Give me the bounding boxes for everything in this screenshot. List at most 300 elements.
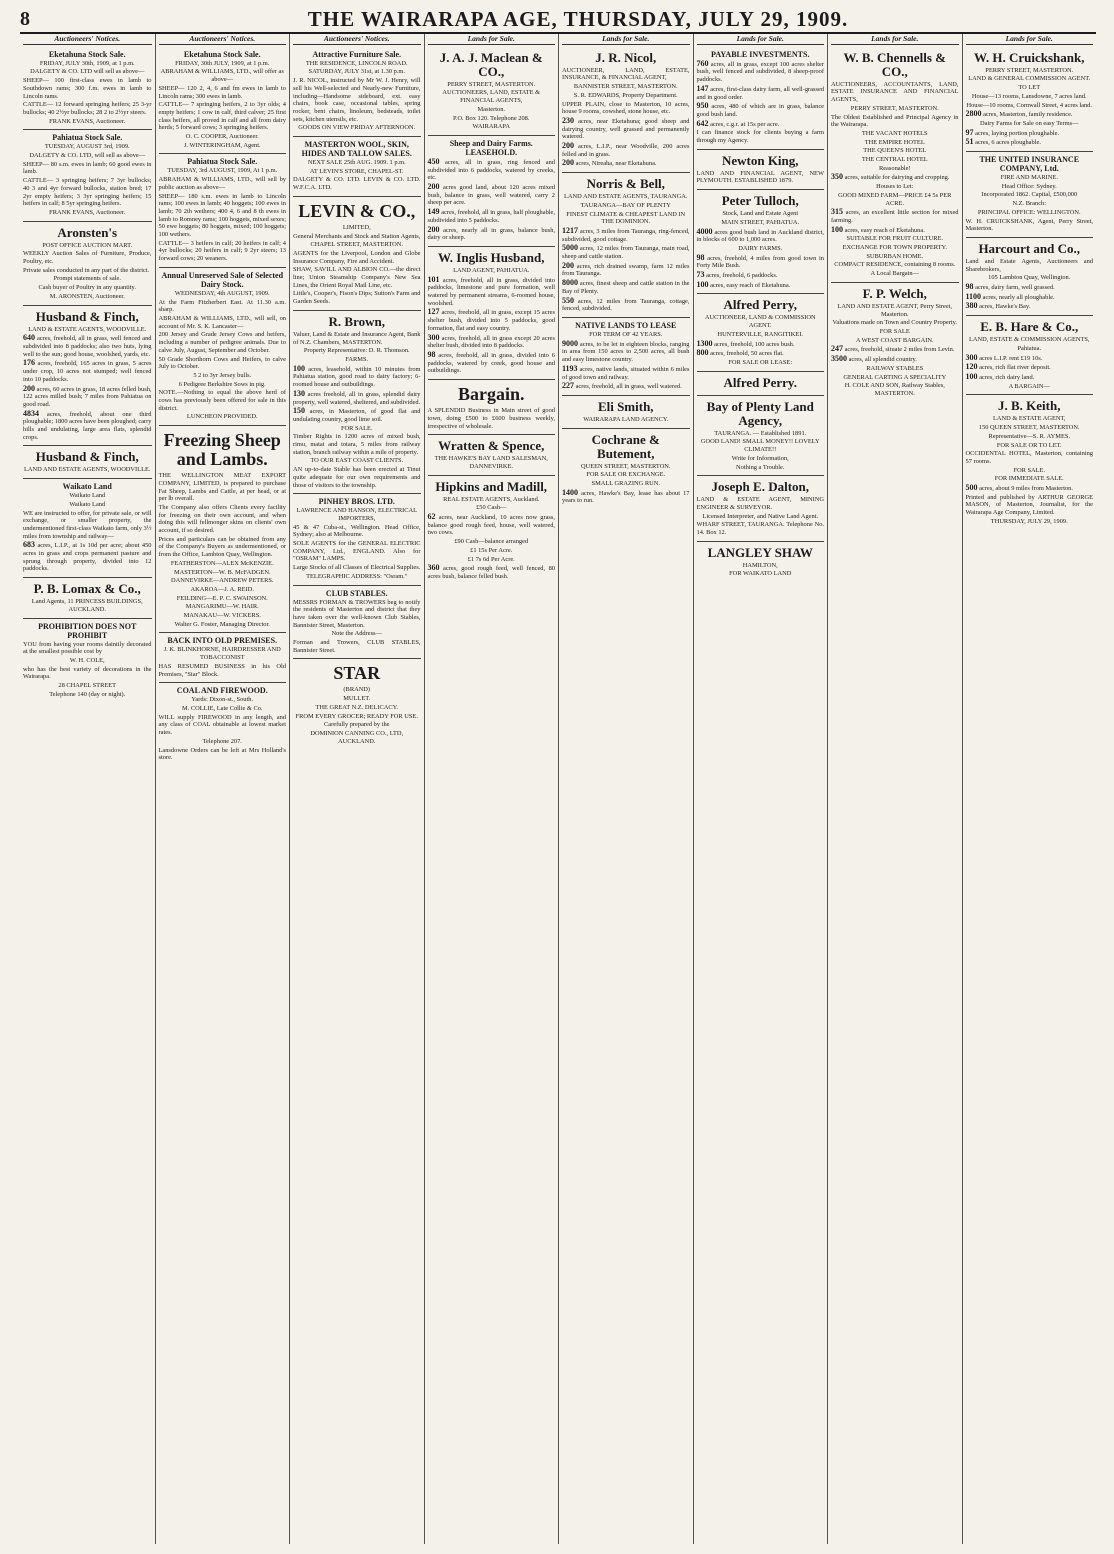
ad-text-line: CATTLE— 3 springing heifers; 7 3yr bullocks; 40 3 and 4yr forward bullocks, station bred; 17 2yr empty heifers; 3 3yr springing heifers; 15 heifers in calf; 8 5yr springing heifers. <box>23 177 152 208</box>
advertisement <box>697 476 825 542</box>
ad-text-line: Valuer, Land & Estate and Insurance Agent, Bank of N.Z. Chambers, MASTERTON. <box>293 330 421 346</box>
ad-text-line: SOLE AGENTS for the GENERAL ELECTRIC COMPANY, Ltd., ENGLAND. Also for "OSRAM" LAMPS. <box>293 540 421 563</box>
advertisement <box>562 47 690 173</box>
ad-heading: CLUB STABLES. <box>325 588 388 598</box>
ad-text-line: CATTLE— 7 springing heifers, 2 to 3yr olds; 4 empty heifers; 1 cow in calf, third calver; 25 first class heifers, all proved in calf and all from dairy herds; 5 forward cows; 3 springing heifers. <box>158 101 286 132</box>
ad-text-line: WHARF STREET, TAURANGA. Telephone No. 14. Box 12. <box>696 521 824 537</box>
ad-text-line: THE EMPIRE HOTEL <box>864 138 925 146</box>
ad-heading: Attractive Furniture Sale. <box>312 49 401 59</box>
acreage-figure: 247 <box>831 344 843 354</box>
ad-text-line: Lansdowne Orders can be left at Mrs Holland's store. <box>158 746 286 762</box>
ad-text-line: 130 acres freehold, all in grass, splendid dairy property, well watered, sheltered, and subdivided. <box>293 388 421 406</box>
ad-text-line: LAND & GENERAL COMMISSION AGENT. <box>968 75 1091 83</box>
advertisement <box>428 435 556 475</box>
advertisement <box>428 380 556 435</box>
ad-text-line: A BARGAIN— <box>1008 382 1050 390</box>
ad-text-line: THE CENTRAL HOTEL <box>861 156 928 164</box>
ad-text-line: P.O. Box 120. Telephone 208. <box>453 114 530 122</box>
ad-text-line: Printed and published by ARTHUR GEORGE MASON, of Masterton, Journalist, for the Wairarapa Age Company, Limited. <box>965 493 1093 517</box>
acreage-figure: 100 <box>831 224 843 234</box>
ad-text-line: 45 & 47 Cuba-st., Wellington. Head Office, Sydney; also at Melbourne. <box>293 523 421 539</box>
ad-text-line: who has the best variety of decorations in the Wairarapa. <box>23 665 152 681</box>
ad-heading: MASTERTON WOOL, SKIN, HIDES AND TALLOW SALES. <box>301 140 412 159</box>
ad-text-line: Incorporated 1862. Capital, £500,000 <box>981 191 1078 199</box>
ad-text-line: FROM EVERY GROCER; READY FOR USE. <box>295 712 418 720</box>
advertisement <box>697 372 825 396</box>
ad-text-line: THE GREAT N.Z. DELICACY. <box>315 703 398 711</box>
ad-text-line: W. H. COLE, <box>69 656 105 664</box>
ad-text-line: Valuations made on Town and Country Property. <box>832 319 957 327</box>
ad-text-line: Carefully prepared by the <box>324 721 390 729</box>
acreage-figure: 150 <box>293 406 305 416</box>
advertisement <box>562 173 690 318</box>
ad-heading: THE UNITED INSURANCE COMPANY, Ltd. <box>979 155 1080 174</box>
ad-text-line: Stock, Land and Estate Agent <box>722 210 799 218</box>
ad-text-line: A Local Bargain— <box>870 270 919 278</box>
ad-text-line: Head Office: Sydney. <box>1001 182 1057 190</box>
ad-heading: J. R. Nicol, <box>595 49 657 65</box>
ad-text-line: A WEST COAST BARGAIN. <box>855 336 934 344</box>
ad-text-line: 1193 acres, native lands, situated within 6 miles of good town and railway. <box>562 363 690 381</box>
ad-text-line: Representative—S. R. AYMES. <box>988 432 1071 440</box>
ad-heading: F. P. Welch, <box>862 285 927 301</box>
ad-text-line: SHEEP— 80 s.m. ewes in lamb; 60 good ewes in lamb. <box>23 160 152 176</box>
column-header: Auctioneers' Notices. <box>293 34 421 45</box>
ad-text-line: £1 7s 6d Per Acre. <box>467 555 515 563</box>
ad-text-line: 1300 acres, freehold, 100 acres bush. <box>696 338 795 348</box>
ad-text-line: SUBURBAN HOME. <box>866 252 924 260</box>
acreage-figure: 642 <box>696 118 709 128</box>
advertisement <box>428 47 556 136</box>
acreage-figure: 130 <box>293 388 305 398</box>
ad-text-line: Yards: Dixon-st., South. <box>191 696 254 704</box>
acreage-figure: 1400 <box>562 487 578 497</box>
advertisement <box>293 494 421 585</box>
acreage-figure: 640 <box>23 333 35 343</box>
acreage-figure: 760 <box>696 58 709 68</box>
ad-text-line: 380 acres, Hawke's Bay. <box>965 301 1031 311</box>
column-3 <box>289 34 424 1544</box>
ad-text-line: FRIDAY, JULY 30th, 1909, at 1 p.m. <box>39 59 135 67</box>
ad-text-line: 5 2 to 3yr Jersey bulls. <box>193 371 252 379</box>
acreage-figure: 230 <box>562 115 574 125</box>
ad-text-line: MANAKAU—W. VICKERS. <box>183 612 261 620</box>
ad-text-line: NEXT SALE 25th AUG. 1909. 1 p.m. <box>307 159 406 167</box>
acreage-figure: 4834 <box>23 408 39 418</box>
ad-text-line: FOR SALE OR TO LET. <box>996 441 1062 449</box>
advertisement <box>159 268 287 426</box>
ad-text-line: QUEEN STREET, MASTERTON. <box>580 462 671 470</box>
ad-text-line: MESSRS FORMAN & TROWERS beg to notify the residents of Masterton and district that they have taken over the well-known Club Stables, Bannister Street, Masterton. <box>293 598 421 629</box>
column-header: Auctioneers' Notices. <box>159 34 287 45</box>
acreage-figure: 800 <box>696 348 709 358</box>
ad-heading: STAR <box>333 663 381 684</box>
ad-text-line: Telephone 207. <box>202 737 242 745</box>
advertisement <box>23 578 152 618</box>
ad-heading: Wratten & Spence, <box>438 438 545 454</box>
acreage-figure: 176 <box>23 358 35 368</box>
ad-text-line: LAND AND ESTATE AGENTS, TAURANGA. <box>564 193 688 201</box>
advertisement <box>697 190 825 294</box>
ad-text-line: 683 acres, L.I.P., at 1s 10d per acre; about 450 acres in grass and crops permanent pasture and sprung through property, divided into 12 paddocks. <box>23 540 152 573</box>
advertisement <box>697 47 825 150</box>
ad-heading: E. B. Hare & Co., <box>980 319 1079 335</box>
ad-text-line: FRIDAY, 30th JULY, 1909, at 1 p.m. <box>175 59 270 67</box>
ad-text-line: SMALL GRAZING RUN. <box>591 480 660 488</box>
acreage-figure: 1193 <box>562 363 578 373</box>
column-1 <box>20 34 155 1544</box>
ad-text-line: H. COLE AND SON, Railway Stables, MASTERTON. <box>844 382 945 397</box>
column-header: Auctioneers' Notices. <box>23 34 152 45</box>
ad-text-line: Forman and Trowers, CLUB STABLES, Bannister Street. <box>293 639 421 654</box>
ad-text-line: FARMS. <box>345 355 369 363</box>
ad-text-line: Land Agents, 11 PRINCESS BUILDINGS, AUCKLAND. <box>31 598 143 613</box>
ad-text-line: 176 acres, freehold, 165 acres in grass, 5 acres under crop, 10 acres not stumped; well fenced into 10 paddocks. <box>23 358 152 383</box>
acreage-figure: 300 <box>965 352 978 362</box>
ad-text-line: M. COLLIE, Late Collie & Co. <box>181 705 263 712</box>
ad-heading: Alfred Perry, <box>723 297 797 313</box>
ad-heading: PROHIBITION DOES NOT PROHIBIT <box>38 621 137 640</box>
advertisement <box>697 396 825 477</box>
column-header: Lands for Sale. <box>966 34 1094 45</box>
acreage-figure: 98 <box>427 349 436 359</box>
ad-text-line: RAILWAY STABLES <box>866 364 924 372</box>
ad-text-line: A SPLENDID Business in Main street of good town, doing £500 to £600 business weekly, irrespective of wholesale. <box>427 407 555 430</box>
ad-text-line: 300 acres L.I.P. rent £19 10s. <box>965 352 1043 362</box>
ad-text-line: REAL ESTATE AGENTS, Auckland. <box>443 495 540 503</box>
ad-text-line: Pahiatua. <box>1017 344 1042 352</box>
ad-heading: R. Brown, <box>328 313 385 329</box>
ad-heading: BACK INTO OLD PREMISES. <box>167 636 278 646</box>
advertisement <box>23 47 152 131</box>
ad-heading: Eketahuna Stock Sale. <box>183 49 261 59</box>
ad-text-line: PERRY STREET, MASTERTON. <box>850 104 939 112</box>
ad-text-line: AN up-to-date Stable has been erected at Tinui quite adequate for our own requirements and those of visitors to the township. <box>293 466 421 489</box>
ad-text-line: EXCHANGE FOR TOWN PROPERTY. <box>842 244 947 252</box>
ad-text-line: 150 acres, in Masterton, of good flat and undulating country, good lime soil. <box>293 406 421 423</box>
ad-heading: PINHEY BROS. LTD. <box>318 497 395 507</box>
ad-text-line: Waikato Land <box>69 492 106 500</box>
advertisement <box>966 152 1094 238</box>
ad-text-line: 200 acres, rich drained swamp, farm 12 miles from Tauranga. <box>562 260 690 278</box>
ad-heading: Pahiatua Stock Sale. <box>52 133 123 143</box>
ad-text-line: 1100 acres, nearly all ploughable. <box>965 291 1055 301</box>
ad-text-line: 950 acres, 480 of which are in grass, balance good bush land. <box>696 101 824 118</box>
ad-text-line: MANGARIMU—W. HAIR. <box>185 603 259 611</box>
ad-text-line: ABRAHAM & WILLIAMS, LTD., will sell by public auction as above— <box>158 176 286 191</box>
ad-text-line: 51 acres, 6 acres ploughable. <box>965 137 1041 147</box>
ad-heading: Alfred Perry. <box>723 374 797 390</box>
ad-text-line: SATURDAY, JULY 31st, at 1.30 p.m. <box>308 68 405 76</box>
column-6 <box>693 34 828 1544</box>
ad-text-line: 247 acres, freehold, situate 2 miles from Levin. <box>831 344 955 354</box>
acreage-figure: 9000 <box>562 338 578 348</box>
ad-text-line: AKAROA—J. A. REID. <box>190 585 254 593</box>
ad-text-line: Masterton. <box>477 105 505 113</box>
ad-text-line: 800 acres, freehold, 50 acres flat. <box>696 348 784 358</box>
ad-text-line: WAIRARAPA LAND AGENCY. <box>583 415 669 423</box>
acreage-figure: 1217 <box>562 225 578 235</box>
ad-text-line: Telephone 140 (day or night). <box>49 690 126 698</box>
acreage-figure: 98 <box>696 252 705 262</box>
acreage-figure: 200 <box>427 224 440 234</box>
ad-text-line: 98 acres, freehold, all in grass, divided into 6 paddocks, watered by creek, good house and outbuildings. <box>427 349 555 375</box>
ad-heading: Peter Tulloch, <box>721 193 799 209</box>
ad-text-line: CATTLE— 3 heifers in calf; 20 heifers in calf; 4 4yr bullocks; 20 heifers in calf; 9 2yr steers; 13 forward cows; 20 weaners. <box>158 239 286 263</box>
acreage-figure: 3500 <box>831 354 847 364</box>
ad-heading: Joseph E. Dalton, <box>711 479 810 495</box>
ad-text-line: SUITABLE FOR FRUIT CULTURE. <box>846 235 943 243</box>
ad-text-line: 227 acres, freehold, all in grass, well watered. <box>562 381 682 391</box>
ad-text-line: TO OUR EAST COAST CLIENTS. <box>310 457 404 465</box>
acreage-figure: 147 <box>696 83 709 93</box>
ad-text-line: TO LET <box>1018 84 1041 92</box>
ad-heading: Harcourt and Co., <box>978 240 1081 256</box>
ad-text-line: 550 acres, 12 miles from Tauranga, cottage, fenced, subdivided. <box>562 295 690 313</box>
column-7 <box>827 34 962 1544</box>
ad-text-line: AT LEVIN'S STORE, CHAPEL-ST. <box>309 167 404 175</box>
column-2 <box>155 34 290 1544</box>
ad-heading: J. B. Keith, <box>998 398 1061 414</box>
ad-heading: Newton King, <box>721 152 799 168</box>
ad-text-line: 8000 acres, finest sheep and cattle station in the Bay of Plenty. <box>562 278 690 295</box>
ad-text-line: OCCIDENTAL HOTEL, Masterton, containing 57 rooms. <box>965 450 1093 465</box>
ad-heading: Husband & Finch, <box>35 308 139 324</box>
ad-text-line: 98 acres, dairy farm, well grassed. <box>965 282 1055 292</box>
ad-text-line: MAIN STREET, PAHIATUA. <box>721 218 800 226</box>
ad-text-line: FOR SALE. <box>340 424 373 432</box>
ad-text-line: S. R. EDWARDS, Property Department. <box>573 91 678 99</box>
ad-text-line: DOMINION CANNING CO., LTD, AUCKLAND. <box>310 730 404 745</box>
ad-text-line: AUCTIONEERS, ACCOUNTANTS, LAND, ESTATE INSURANCE AND FINANCIAL AGENTS, <box>831 80 959 104</box>
ad-text-line: FIRE AND MARINE. <box>1000 174 1058 182</box>
acreage-figure: 200 <box>427 182 440 192</box>
ad-text-line: THE RESIDENCE, LINCOLN ROAD. <box>305 59 408 67</box>
acreage-figure: 315 <box>831 207 843 217</box>
ad-text-line: DAIRY FARMS. <box>738 244 783 252</box>
acreage-figure: 149 <box>427 207 440 217</box>
acreage-figure: 1100 <box>965 291 982 301</box>
acreage-figure: 500 <box>965 483 978 493</box>
column-4 <box>424 34 559 1544</box>
advertisement <box>562 429 690 510</box>
acreage-figure: 200 <box>23 383 35 393</box>
ad-heading: Bargain. <box>457 384 525 405</box>
ad-text-line: The Oldest Established and Principal Agency in the Wairarapa. <box>831 113 959 129</box>
ad-heading: PAYABLE INVESTMENTS. <box>711 49 810 59</box>
ad-text-line: Waikato Land <box>69 500 106 508</box>
ad-text-line: LAND & ESTATE AGENTS, WOODVILLE. <box>28 325 147 333</box>
ad-text-line: GENERAL CARTING A SPECIALITY <box>843 373 947 381</box>
ad-text-line: MASTERTON—W. B. McFADGEN. <box>173 568 271 576</box>
ad-text-line: 62 acres, near Auckland, 10 acres now grass, balance good rough feed, house, well watered, two cows. <box>427 512 555 537</box>
acreage-figure: 51 <box>965 137 974 147</box>
advertisement <box>159 426 287 633</box>
advertisement <box>562 396 690 429</box>
advertisement <box>23 306 152 447</box>
ad-text-line: TUESDAY, 3rd AUGUST, 1909, At 1 p.m. <box>167 167 278 175</box>
ad-text-line: Little's, Cooper's, Fison's Dips; Sutton's Farm and Garden Seeds. <box>293 290 421 306</box>
ad-text-line: PRINCIPAL OFFICE: WELLINGTON. <box>977 208 1081 216</box>
columns-container <box>20 34 1096 1544</box>
acreage-figure: 100 <box>696 279 709 289</box>
advertisement <box>831 47 959 283</box>
ad-text-line: General Merchants and Stock and Station Agents, <box>293 232 421 240</box>
advertisement <box>966 395 1094 529</box>
acreage-figure: 8000 <box>562 278 578 288</box>
advertisement <box>159 633 287 683</box>
ad-heading: W. Inglis Husband, <box>438 249 545 265</box>
ad-heading: Bay of Plenty Land Agency, <box>706 398 814 428</box>
ad-text-line: THE WELLINGTON MEAT EXPORT COMPANY, LIMITED, is prepared to purchase Fat Sheep, Lambs and Cattle, at per head, or at per lb overall. <box>158 472 286 503</box>
page-number: 8 <box>20 7 30 30</box>
ad-text-line: LUNCHEON PROVIDED. <box>186 413 258 421</box>
ad-text-line: FOR TERM OF 42 YEARS. <box>589 330 663 338</box>
ad-text-line: HUNTERVILLE, RANGITIKEI. <box>717 330 804 338</box>
ad-text-line: O. C. COOPER, Auctioneer. <box>185 133 259 141</box>
advertisement <box>428 247 556 380</box>
ad-text-line: GOOD LAND! SMALL MONEY!! LOVELY CLIMATE!! <box>700 438 820 454</box>
ad-text-line: FRANK EVANS, Auctioneer. <box>49 208 126 216</box>
ad-text-line: LAND & ESTATE AGENT, MINING ENGINEER & SURVEYOR. <box>696 496 824 511</box>
ad-text-line: £50 Cash— <box>476 504 507 512</box>
ad-text-line: THE QUEEN'S HOTEL <box>863 147 927 155</box>
ad-text-line: LAND AND FINANCIAL AGENT, NEW PLYMOUTH. ESTABLISHED 1879. <box>696 169 824 185</box>
ad-text-line: DALGETY & CO. LTD will sell as above— <box>30 68 145 76</box>
advertisement <box>23 479 152 578</box>
acreage-figure: 350 <box>831 172 843 182</box>
ad-text-line: MULLET. <box>343 695 371 703</box>
ad-text-line: DALGETY & CO. LTD. LEVIN & CO. LTD. W.F.C.A. LTD. <box>293 176 421 192</box>
acreage-figure: 127 <box>427 307 440 317</box>
advertisement <box>428 476 556 585</box>
ad-text-line: J. K. BLINKHORNE, HAIRDRESSER AND TOBACCONIST <box>163 646 281 662</box>
ad-text-line: DANNEVIRKE—ANDREW PETERS. <box>171 577 274 585</box>
ad-text-line: 200 acres, L.I.P., near Woodville, 200 acres felled and in grass. <box>562 141 690 158</box>
ad-heading: Freezing Sheep and Lambs. <box>163 430 281 470</box>
ad-text-line: WEEKLY Auction Sales of Furniture, Produce, Poultry, etc. <box>23 250 152 266</box>
ad-text-line: POST OFFICE AUCTION MART. <box>42 241 133 249</box>
ad-text-line: 100 acres, rich dairy land. <box>965 371 1035 381</box>
ad-text-line: WAIRARAPA <box>472 123 510 131</box>
ad-text-line: TUESDAY, AUGUST 3rd, 1909. <box>44 143 130 151</box>
ad-heading: Husband & Finch, <box>35 449 139 465</box>
ad-heading: LANGLEY SHAW <box>707 544 813 560</box>
ad-heading: Aronsten's <box>57 224 118 240</box>
ad-text-line: FOR SALE <box>879 327 910 335</box>
ad-heading: P. B. Lomax & Co., <box>33 581 141 597</box>
ad-text-line: Cash buyer of Poultry in any quantity. <box>38 284 136 292</box>
ad-text-line: GOOD MIXED FARM—PRICE £4 5s PER ACRE. <box>838 191 952 207</box>
advertisement <box>697 150 825 190</box>
ad-text-line: TAURANGA. — Established 1891. <box>714 429 807 437</box>
ad-text-line: Timber Rights in 1200 acres of mixed bush, rimu, matai and totara, 5 miles from railway station, branch railway within a mile of property. <box>293 433 421 456</box>
ad-text-line: 100 acres, leasehold, within 10 minutes from Pahiatua station, good road to dairy factory; 6-roomed house and outbuildings. <box>293 363 421 389</box>
ad-text-line: TAURANGA—BAY OF PLENTY <box>580 201 671 209</box>
ad-text-line: Dairy Farms for Sale on easy Terms— <box>980 119 1079 127</box>
ad-text-line: FOR IMMEDIATE SALE. <box>994 475 1064 483</box>
advertisement <box>23 222 152 306</box>
advertisement <box>293 311 421 494</box>
ad-text-line: Nothing a Trouble. <box>736 463 785 471</box>
ad-text-line: LAND & ESTATE AGENT, <box>993 415 1066 423</box>
ad-text-line: UPPER PLAIN, close to Masterton, 10 acres, house 9 rooms, cowshed, stone house, etc. <box>562 100 690 116</box>
ad-text-line: AUCTIONEER, LAND, ESTATE, INSURANCE, & FINANCIAL AGENT, <box>562 66 690 82</box>
advertisement <box>831 283 959 402</box>
ad-text-line: 200 acres, nearly all in grass, balance bush, dairy or sheep. <box>427 224 555 242</box>
ad-text-line: J. WINTERINGHAM, Agent. <box>183 141 261 149</box>
ad-text-line: ABRAHAM & WILLIAMS, LTD., will offer as above— <box>160 68 284 84</box>
ad-text-line: LAND AND ESTATE AGENTS, WOODVILLE. <box>24 466 151 474</box>
ad-text-line: 350 acres, suitable for dairying and cropping. <box>831 172 950 182</box>
ad-text-line: 4834 acres, freehold, about one third ploughable; 1800 acres have been ploughed; carry hills and undulating, large area flats, splendid crops. <box>23 408 152 441</box>
ad-text-line: Walter G. Foster, Managing Director. <box>174 620 270 628</box>
advertisement <box>159 683 287 766</box>
ad-text-line: LAWRENCE AND HANSON, ELECTRICAL IMPORTERS, <box>296 507 418 522</box>
ad-text-line: 315 acres, an excellent little section for mixed farming. <box>831 207 959 224</box>
ad-text-line: AUCTIONEER, LAND & COMMISSION AGENT. <box>704 314 816 330</box>
ad-text-line: 1400 acres, Hawke's Bay, lease has about 17 years to run. <box>562 487 690 505</box>
ad-text-line: THE HAWKE'S BAY LAND SALESMAN, DANNEVIRKE. <box>434 455 548 470</box>
ad-text-line: M. ARONSTEN, Auctioneer. <box>49 292 125 300</box>
acreage-figure: 100 <box>293 363 305 373</box>
advertisement <box>697 542 825 582</box>
column-header: Lands for Sale. <box>831 34 959 45</box>
acreage-figure: 4000 <box>696 226 713 236</box>
ad-text-line: Houses to Let: <box>876 183 914 191</box>
ad-text-line: 450 acres, all in grass, ring fenced and subdivided into 6 paddocks, watered by creeks, etc. <box>427 156 555 182</box>
advertisement <box>293 47 421 137</box>
ad-text-line: 300 acres, freehold, all in grass except 20 acres shelter bush, divided into 8 paddocks. <box>427 332 555 350</box>
ad-text-line: PERRY STREET, MASTERTON. <box>447 80 536 88</box>
ad-text-line: HAS RESUMED BUSINESS in his Old Premises, "Star" Block. <box>158 662 286 678</box>
ad-text-line: 1217 acres, 3 miles from Tauranga, ring-fenced, subdivided, good cottage. <box>562 225 690 243</box>
ad-text-line: 2800 acres, Masterton, family residence. <box>965 109 1073 119</box>
ad-text-line: 9000 acres, to be let in eighteen blocks, ranging in area from 150 acres to 2,500 acres, all bush and easy limestone country. <box>562 338 690 364</box>
ad-text-line: FOR SALE OR EXCHANGE. <box>586 471 666 479</box>
ad-text-line: W. H. CRUICKSHANK, Agent, Perry Street, Masterton. <box>965 217 1093 233</box>
ad-heading: LEVIN & CO., <box>298 200 416 221</box>
ad-text-line: 101 acres, freehold, all in grass, divided into paddocks, limestone and pure formation, well watered by permanent streams, 6-roomed house, woolshed. <box>427 274 555 307</box>
acreage-figure: 2800 <box>965 109 982 119</box>
acreage-figure: 450 <box>427 156 440 166</box>
ad-heading: Cochrane & Butement, <box>591 431 660 461</box>
ad-text-line: N.Z. Branch: <box>1012 200 1047 208</box>
ad-text-line: BANNISTER STREET, MASTERTON. <box>573 83 678 91</box>
ad-text-line: FRANK EVANS, Auctioneer. <box>49 117 126 125</box>
ad-text-line: WEDNESDAY, 4th AUGUST, 1909. <box>174 289 270 297</box>
ad-text-line: HAMILTON, <box>742 561 778 569</box>
ad-heading: Hipkins and Madill, <box>435 478 548 494</box>
ad-text-line: Prompt statements of sale. <box>53 275 121 283</box>
ad-heading: W. B. Chennells & CO., <box>843 49 946 79</box>
ad-text-line: 200 acres, 60 acres in grass, 18 acres felled bush, 122 acres milled bush; 7 miles from Pahiatua on good road. <box>23 383 152 408</box>
ad-text-line: AGENTS for the Liverpool, London and Globe Insurance Company, Fire and Accident. <box>293 249 421 265</box>
ad-text-line: CHAPEL STREET, MASTERTON. <box>310 241 404 249</box>
advertisement <box>293 137 421 197</box>
ad-text-line: Property Representative: D. R. Thomson. <box>303 347 410 355</box>
ad-text-line: THE VACANT HOTELS <box>861 129 928 137</box>
ad-text-line: 150 QUEEN STREET, MASTERTON. <box>978 424 1080 432</box>
ad-text-line: SHAW, SAVILL AND ALBION CO.—the direct line; Union Steamship Company's New Sea Lines, the Orient Royal Mail Line, etc. <box>293 266 421 289</box>
acreage-figure: 200 <box>562 158 574 168</box>
ad-heading: COAL AND FIREWOOD. <box>176 686 268 696</box>
ad-text-line: Reasonable! <box>878 164 911 172</box>
ad-text-line: 98 acres, freehold, 4 miles from good town in Forty Mile Bush. <box>696 252 824 270</box>
ad-heading: J. A. J. Maclean & CO., <box>439 49 543 79</box>
ad-text-line: TELEGRAPHIC ADDRESS: "Osram." <box>306 572 408 580</box>
ad-text-line: 200 acres good land, about 120 acres mixed bush, balance in grass, well watered, carry 2 sheep per acre. <box>427 182 555 207</box>
